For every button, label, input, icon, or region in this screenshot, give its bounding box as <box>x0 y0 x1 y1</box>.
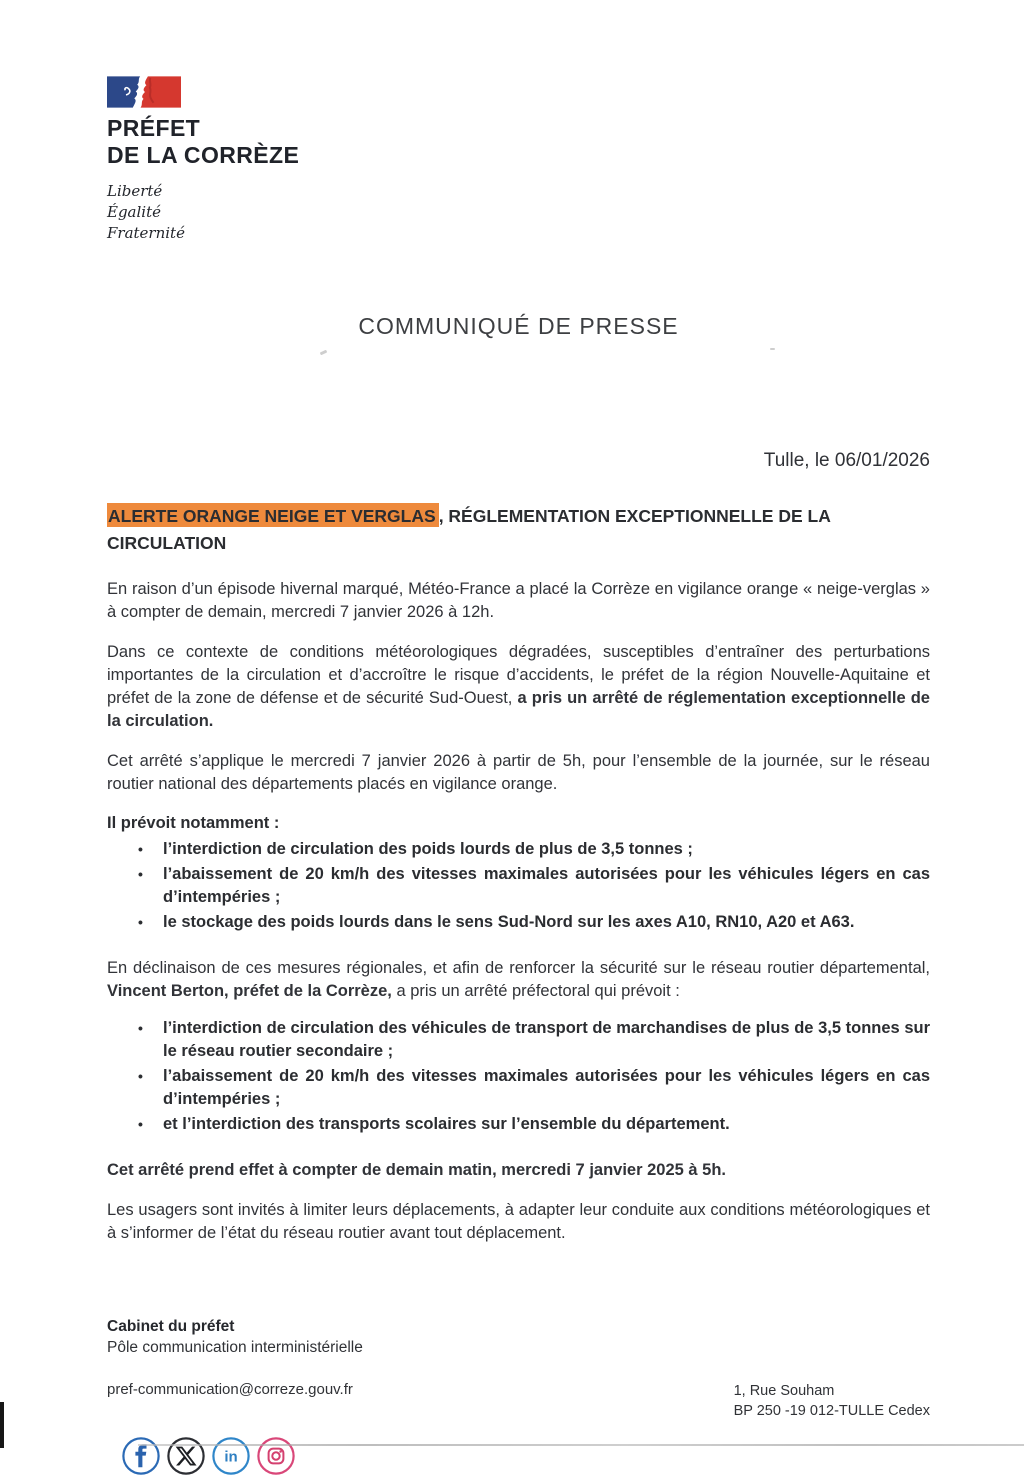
letterhead <box>107 0 930 244</box>
scan-speckle <box>770 348 775 350</box>
dateline: Tulle, le 06/01/2026 <box>763 450 930 471</box>
paragraph-6: Les usagers sont invités à limiter leurs déplacements, à adapter leur conduite aux conditions météorologiques et à s’informer de l’état du réseau routier avant tout déplacement. <box>107 1201 930 1242</box>
instagram-icon <box>256 1436 296 1476</box>
paragraph-1: En raison d’un épisode hivernal marqué, Météo-France a placé la Corrèze en vigilance orange « neige-verglas » à compter de demain, mercredi 7 janvier 2026 à 12h. <box>107 580 930 621</box>
paragraph-4-start: En déclinaison de ces mesures régionales, et afin de renforcer la sécurité sur le réseau routier départemental, <box>107 959 930 977</box>
linkedin-icon <box>211 1436 251 1476</box>
footer-email: pref-communication@correze.gouv.fr <box>107 1381 353 1398</box>
prefect-title-line2: DE LA CORRÈZE <box>107 142 300 168</box>
paragraph-4 <box>107 957 930 1003</box>
svg-text:in: in <box>224 1448 238 1466</box>
footer-address <box>734 1381 930 1421</box>
headline <box>107 503 930 557</box>
motto-egalite: Égalité <box>107 203 161 221</box>
measures-list-regional <box>107 838 930 934</box>
list-item: • et l’interdiction des transports scolaires sur l’ensemble du département. <box>163 1113 930 1136</box>
document-type-title: COMMUNIQUÉ DE PRESSE <box>358 313 679 339</box>
headline-highlighted: ALERTE ORANGE NEIGE ET VERGLAS <box>107 503 439 527</box>
prefect-title <box>107 115 930 169</box>
list-item: • l’interdiction de circulation des poids lourds de plus de 3,5 tonnes ; <box>163 838 930 861</box>
paragraph-2 <box>107 641 930 733</box>
list-1-intro: Il prévoit notamment : <box>107 814 280 832</box>
x-twitter-icon <box>166 1436 206 1476</box>
headline-rest: , RÉGLEMENTATION EXCEPTIONNELLE DE LA CIRCULATION <box>107 506 831 553</box>
facebook-icon <box>121 1436 161 1476</box>
scan-edge-artifact <box>0 1402 4 1448</box>
paragraph-2-bold: a pris un arrêté de réglementation exceptionnelle de la circulation. <box>107 689 930 730</box>
republic-motto <box>107 181 930 244</box>
paragraph-3: Cet arrêté s’applique le mercredi 7 janvier 2026 à partir de 5h, pour l’ensemble de la journée, sur le réseau routier national des départements placés en vigilance orange. <box>107 752 930 793</box>
list-item: • l’interdiction de circulation des véhicules de transport de marchandises de plus de 3,5 tonnes sur le réseau routier secondaire ; <box>163 1017 930 1063</box>
paragraph-5: Cet arrêté prend effet à compter de demain matin, mercredi 7 janvier 2025 à 5h. <box>107 1161 726 1179</box>
paragraph-2-text: Dans ce contexte de conditions météorologiques dégradées, susceptibles d’entraîner des perturbations importantes de la circulation et d’accroître le risque d’accidents, le préfet de la région Nouvelle-Aquitaine et préfet de la zone de défense et de sécurité Sud-Ouest, <box>107 643 930 707</box>
paragraph-4-bold: Vincent Berton, préfet de la Corrèze, <box>107 982 392 1000</box>
footer <box>107 1318 930 1476</box>
footer-address-line1: 1, Rue Souham <box>733 1383 835 1399</box>
prefect-title-line1: PRÉFET <box>107 115 201 141</box>
paragraph-4-end: a pris un arrêté préfectoral qui prévoit : <box>391 982 680 1000</box>
footer-office: Cabinet du préfet <box>107 1318 235 1335</box>
social-icons-row <box>121 1436 930 1476</box>
list-item: • le stockage des poids lourds dans le sens Sud-Nord sur les axes A10, RN10, A20 et A63. <box>163 911 930 934</box>
measures-list-departmental <box>107 1017 930 1136</box>
list-item: • l’abaissement de 20 km/h des vitesses maximales autorisées pour les véhicules légers en cas d’intempéries ; <box>163 1065 930 1111</box>
french-flag-marianne-icon <box>107 76 181 108</box>
footer-address-line2: BP 250 -19 012-TULLE Cedex <box>733 1403 930 1419</box>
motto-liberte: Liberté <box>107 182 163 200</box>
footer-unit: Pôle communication interministérielle <box>107 1339 363 1356</box>
motto-fraternite: Fraternité <box>107 224 185 242</box>
scan-edge-artifact <box>138 1444 1024 1446</box>
list-item: • l’abaissement de 20 km/h des vitesses maximales autorisées pour les véhicules légers en cas d’intempéries ; <box>163 863 930 909</box>
